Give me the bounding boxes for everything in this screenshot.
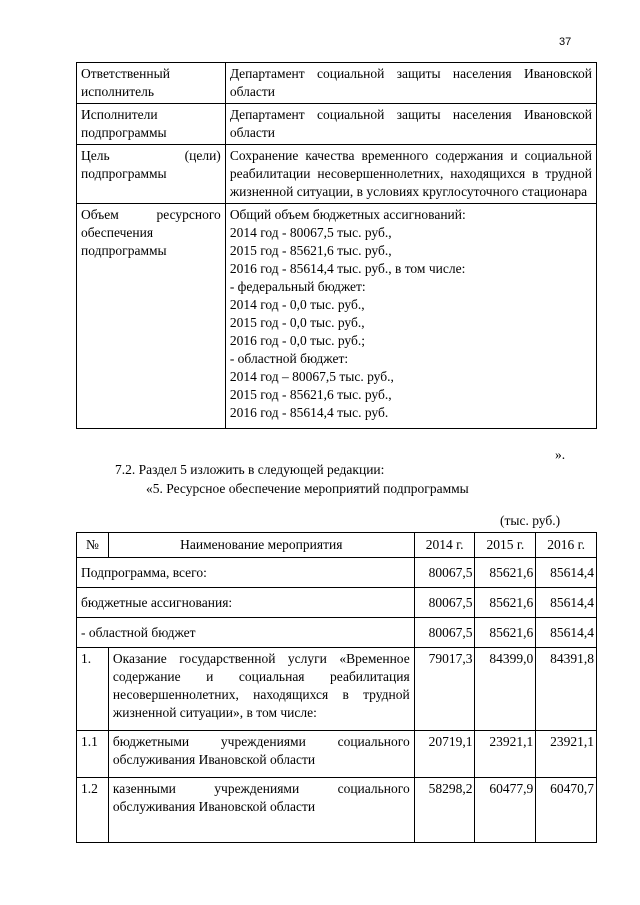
passport-value: Департамент социальной защиты населения Ивановской области	[225, 63, 596, 104]
item-name: казенными учреждениями социального обслуживания Ивановской области	[108, 778, 414, 843]
header-num: №	[77, 533, 109, 558]
value-2015: 85621,6	[475, 558, 536, 588]
passport-row	[77, 145, 597, 204]
passport-value: Департамент социальной защиты населения Ивановской области	[225, 104, 596, 145]
header-2016: 2016 г.	[536, 533, 597, 558]
item-number: 1.1	[77, 731, 109, 778]
funding-line: 2016 год - 85614,4 тыс. руб.	[229, 405, 389, 420]
item-number: 1.2	[77, 778, 109, 843]
passport-label: Цель (цели) подпрограммы	[77, 145, 226, 204]
header-name: Наименование мероприятия	[108, 533, 414, 558]
value-2015: 85621,6	[475, 588, 536, 618]
value-2016: 85614,4	[536, 558, 597, 588]
funding-line: - федеральный бюджет:	[229, 279, 366, 294]
funding-line: 2016 год - 0,0 тыс. руб.;	[229, 333, 365, 348]
passport-label: Ответственный исполнитель	[77, 63, 226, 104]
value-2014: 80067,5	[414, 618, 475, 648]
table-row	[77, 648, 597, 731]
value-2015: 85621,6	[475, 618, 536, 648]
closing-quote: ».	[555, 447, 566, 462]
value-2014: 80067,5	[414, 558, 475, 588]
value-2014: 80067,5	[414, 588, 475, 618]
section-instruction: 7.2. Раздел 5 изложить в следующей редакции:	[115, 462, 385, 477]
passport-label: Объем ресурсного обеспечения подпрограммы	[77, 204, 226, 429]
table-row	[77, 778, 597, 843]
section-heading: «5. Ресурсное обеспечение мероприятий подпрограммы	[146, 481, 469, 496]
funding-line: 2015 год - 85621,6 тыс. руб.,	[229, 243, 392, 258]
passport-row	[77, 104, 597, 145]
funding-line: 2014 год - 80067,5 тыс. руб.,	[229, 225, 392, 240]
units-label: (тыс. руб.)	[500, 513, 561, 528]
funding-line: 2015 год - 85621,6 тыс. руб.,	[229, 387, 392, 402]
value-2016: 85614,4	[536, 588, 597, 618]
item-name: Оказание государственной услуги «Временное содержание и социальная реабилитация несовершеннолетних, находящихся в трудной жизненной ситуации», в том числе:	[108, 648, 414, 731]
passport-value	[225, 204, 596, 429]
funding-line: - областной бюджет:	[229, 351, 349, 366]
funding-line: 2016 год - 85614,4 тыс. руб., в том числе:	[229, 261, 466, 276]
subprogram-passport-table	[76, 62, 597, 429]
value-2016: 84391,8	[536, 648, 597, 731]
summary-label: - областной бюджет	[77, 618, 415, 648]
value-2016: 85614,4	[536, 618, 597, 648]
passport-value: Сохранение качества временного содержания и социальной реабилитации несовершеннолетних, находящихся в трудной жизненной ситуации, в условиях круглосуточного стационара	[225, 145, 596, 204]
passport-row	[77, 63, 597, 104]
value-2016: 23921,1	[536, 731, 597, 778]
summary-label: бюджетные ассигнования:	[77, 588, 415, 618]
item-number: 1.	[77, 648, 109, 731]
passport-label: Исполнители подпрограммы	[77, 104, 226, 145]
table-header-row	[77, 533, 597, 558]
header-2014: 2014 г.	[414, 533, 475, 558]
item-name: бюджетными учреждениями социального обслуживания Ивановской области	[108, 731, 414, 778]
table-row	[77, 588, 597, 618]
value-2014: 20719,1	[414, 731, 475, 778]
passport-row	[77, 204, 597, 429]
page-number: 37	[559, 36, 572, 48]
funding-line: 2014 год - 0,0 тыс. руб.,	[229, 297, 365, 312]
value-2015: 23921,1	[475, 731, 536, 778]
summary-label: Подпрограмма, всего:	[77, 558, 415, 588]
table-row	[77, 731, 597, 778]
value-2015: 60477,9	[475, 778, 536, 843]
header-2015: 2015 г.	[475, 533, 536, 558]
funding-line: 2014 год – 80067,5 тыс. руб.,	[229, 369, 394, 384]
funding-line: 2015 год - 0,0 тыс. руб.,	[229, 315, 365, 330]
value-2014: 58298,2	[414, 778, 475, 843]
table-row	[77, 558, 597, 588]
table-row	[77, 618, 597, 648]
funding-line: Общий объем бюджетных ассигнований:	[229, 207, 466, 222]
value-2016: 60470,7	[536, 778, 597, 843]
value-2015: 84399,0	[475, 648, 536, 731]
value-2014: 79017,3	[414, 648, 475, 731]
resource-table	[76, 532, 597, 843]
